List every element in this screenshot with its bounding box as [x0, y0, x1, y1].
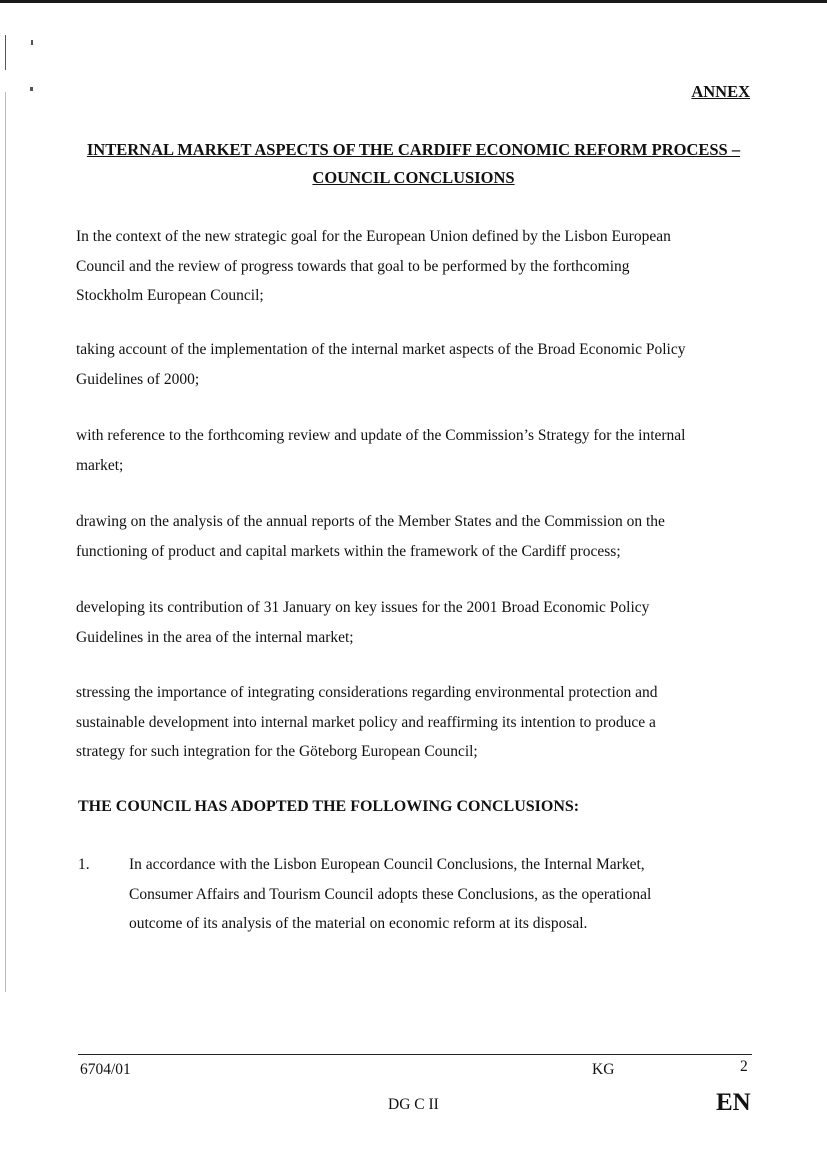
- text-line: Consumer Affairs and Tourism Council adopts these Conclusions, as the operational: [129, 885, 652, 903]
- top-border-rule: [0, 0, 827, 3]
- footer-page-number: 2: [740, 1058, 748, 1075]
- text-line: In accordance with the Lisbon European Council Conclusions, the Internal Market,: [129, 856, 645, 873]
- text-line: stressing the importance of integrating considerations regarding environmental protection and: [76, 684, 658, 701]
- item-number: 1.: [78, 856, 90, 873]
- text-line: outcome of its analysis of the material on economic reform at its disposal.: [129, 915, 588, 932]
- preamble-paragraph-2: [76, 335, 776, 394]
- footer-document-number: 6704/01: [80, 1061, 131, 1078]
- text-line: In the context of the new strategic goal for the European Union defined by the Lisbon European: [76, 228, 671, 245]
- footer-directorate: DG C II: [388, 1096, 439, 1113]
- preamble-paragraph-5: [76, 593, 776, 652]
- margin-scan-mark: [30, 87, 33, 91]
- preamble-paragraph-4: [76, 507, 776, 566]
- annex-label: ANNEX: [691, 82, 750, 101]
- preamble-paragraph-6: [76, 678, 776, 767]
- preamble-paragraph-3: [76, 421, 776, 480]
- text-line: taking account of the implementation of the internal market aspects of the Broad Economic Policy: [76, 341, 686, 358]
- text-line: with reference to the forthcoming review and update of the Commission’s Strategy for the internal: [76, 427, 686, 444]
- margin-scan-mark: [5, 35, 6, 70]
- text-line: drawing on the analysis of the annual reports of the Member States and the Commission on the: [76, 513, 665, 530]
- footer-divider: [78, 1054, 752, 1055]
- text-line: Guidelines of 2000;: [76, 370, 200, 388]
- text-line: Council and the review of progress towards that goal to be performed by the forthcoming: [76, 257, 630, 275]
- numbered-item-text: [129, 850, 749, 939]
- document-title-line-1: INTERNAL MARKET ASPECTS OF THE CARDIFF ECONOMIC REFORM PROCESS –: [86, 140, 741, 159]
- text-line: sustainable development into internal market policy and reaffirming its intention to produce a: [76, 713, 656, 731]
- text-line: market;: [76, 456, 124, 474]
- margin-scan-mark: [31, 40, 33, 45]
- margin-scan-line: [5, 92, 6, 992]
- footer-initials: KG: [592, 1061, 615, 1078]
- preamble-paragraph-1: [76, 222, 776, 311]
- footer-language-code: EN: [716, 1089, 751, 1116]
- text-line: strategy for such integration for the Göteborg European Council;: [76, 743, 478, 760]
- text-line: Guidelines in the area of the internal market;: [76, 628, 354, 646]
- conclusions-heading: THE COUNCIL HAS ADOPTED THE FOLLOWING CONCLUSIONS:: [78, 798, 580, 815]
- text-line: functioning of product and capital markets within the framework of the Cardiff process;: [76, 542, 621, 560]
- document-title-line-2: COUNCIL CONCLUSIONS: [312, 168, 515, 187]
- text-line: Stockholm European Council;: [76, 287, 264, 304]
- text-line: developing its contribution of 31 January on key issues for the 2001 Broad Economic Policy: [76, 599, 650, 616]
